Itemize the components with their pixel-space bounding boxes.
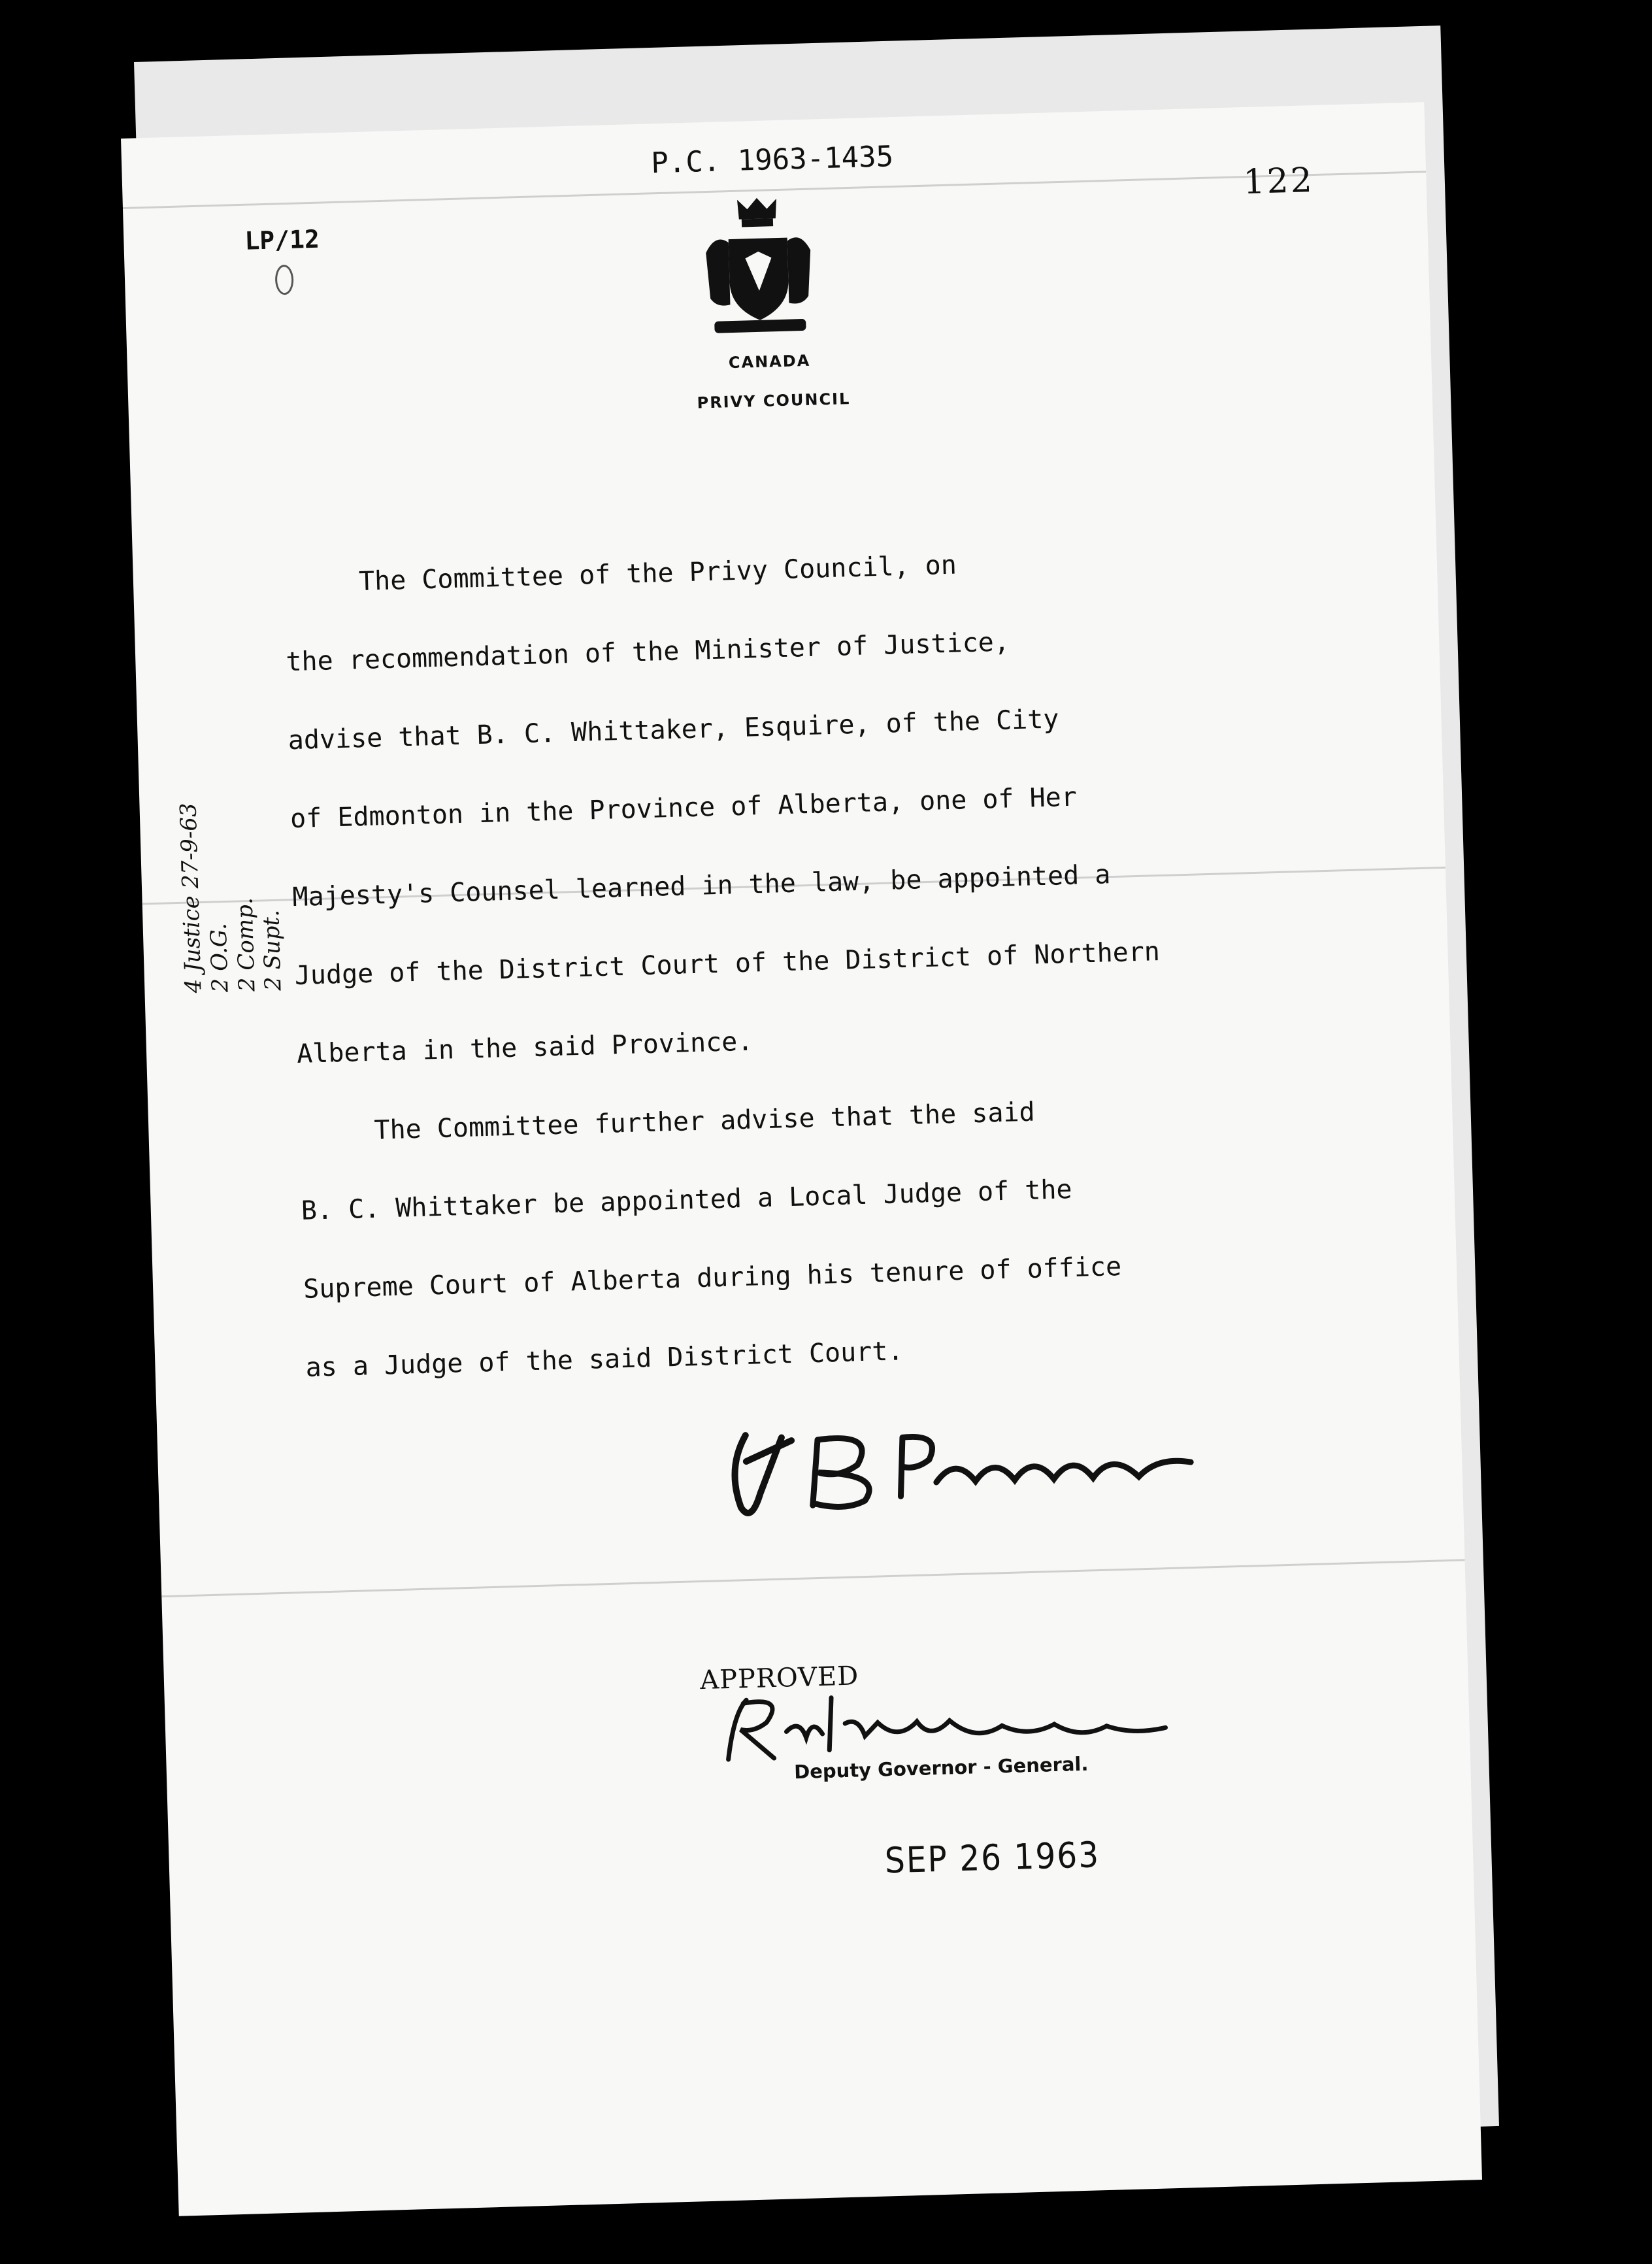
punch-hole <box>274 265 293 295</box>
letterhead-country: CANADA <box>728 351 811 373</box>
order-number: P.C. 1963-1435 <box>650 140 894 180</box>
body-line: Majesty's Counsel learned in the law, be appointed a <box>291 859 1111 913</box>
body-line: as a Judge of the said District Court. <box>305 1336 904 1383</box>
margin-note-line: 4 Justice 27-9-63 <box>175 802 207 993</box>
approved-label: APPROVED <box>699 1661 859 1696</box>
document-page <box>121 102 1482 2216</box>
letterhead-department: PRIVY COUNCIL <box>697 389 851 412</box>
body-line: Judge of the District Court of the District of Northern <box>294 937 1161 991</box>
coat-of-arms-icon <box>698 191 819 344</box>
margin-note-line: 2 Supt. <box>258 909 287 991</box>
body-line: B. C. Whittaker be appointed a Local Judge of the <box>301 1174 1073 1226</box>
body-line: of Edmonton in the Province of Alberta, one of Her <box>289 782 1078 835</box>
body-line: The Committee of the Privy Council, on <box>358 550 957 597</box>
body-line: the recommendation of the Minister of Justice, <box>285 627 1010 678</box>
body-line: The Committee further advise that the said <box>373 1097 1036 1146</box>
body-line: Supreme Court of Alberta during his tenure of office <box>303 1251 1122 1305</box>
fold-line <box>161 1559 1464 1597</box>
margin-note-line: 2 O.G. <box>205 922 234 993</box>
folio-number: 122 <box>1242 161 1315 203</box>
margin-note-line: 2 Comp. <box>231 897 261 992</box>
body-line: advise that B. C. Whittaker, Esquire, of the City <box>288 704 1060 756</box>
margin-note <box>175 800 287 993</box>
pm-signature <box>719 1403 1219 1534</box>
file-code: LP/12 <box>244 224 320 256</box>
deputy-governor-title: Deputy Governor - General. <box>793 1752 1089 1784</box>
body-line: Alberta in the said Province. <box>296 1026 753 1070</box>
date-stamp: SEP 26 1963 <box>884 1834 1100 1882</box>
